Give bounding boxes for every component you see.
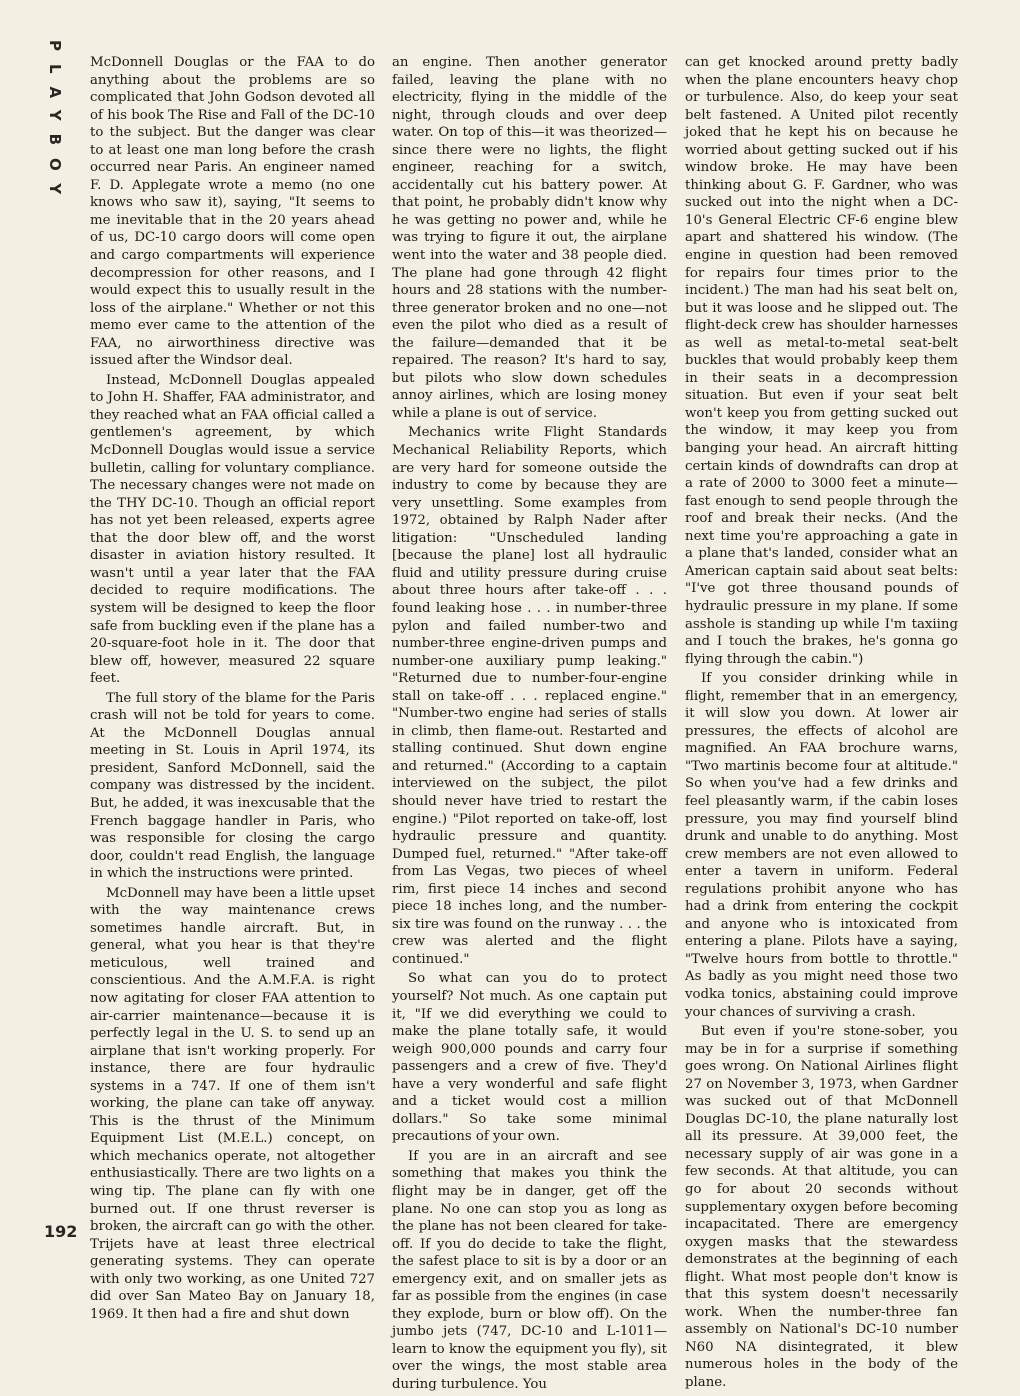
paragraph: Instead, McDonnell Douglas appealed to John H. Shaffer, FAA administrator, and they reached what an FAA official called a gentlemen's agreement, by which McDonnell Douglas would issue a service bulletin, calling for voluntary compliance. The necessary changes were not made on the THY DC-10. Though an official report has not yet been released, experts agree that the door blew off, and the worst disaster in aviation history resulted. It wasn't until a year later that the FAA decided to require modifications. The system will be designed to keep the floor safe from buckling even if the plane has a 20-square-foot hole in it. The door that blew off, however, measured 22 square feet. (90, 372, 375, 687)
paragraph: So what can you do to protect yourself? Not much. As one captain put it, "If we did everything we could to make the plane totally safe, it would weigh 900,000 pounds and carry four passengers and a crew of five. They'd have a very wonderful and safe flight and a ticket would cost a million dollars." So take some minimal precautions of your own. (392, 971, 667, 1145)
paragraph: McDonnell may have been a little upset with the way maintenance crews sometimes handle aircraft. But, in general, what you hear is that they're meticulous, well trained and conscientious. And the A.M.F.A. is right now agitating for closer FAA attention to air-carrier maintenance—because it is perfectly legal in the U. S. to send up an airplane that isn't working properly. For instance, there are four hydraulic systems in a 747. If one of them isn't working, the plane can take off anyway. This is the thrust of the Minimum Equipment List (M.E.L.) concept, on which mechanics operate, not altogether enthusiastically. There are two lights on a wing tip. The plane can fly with one burned out. If one thrust reverser is broken, the aircraft can go with the other. Trijets have at least three electrical generating systems. They can operate with only two working, as one United 727 did over San Mateo Bay on January 18, 1969. It then had a fire and shut down (90, 885, 375, 1322)
paragraph: can get knocked around pretty badly when the plane encounters heavy chop or turbulence. Also, do keep your seat belt fastened. A United pilot recently joked that he kept his on because he worried about getting sucked out if his window broke. He may have been thinking about G. F. Gardner, who was sucked out into the night when a DC-10's General Electric CF-6 engine blew apart and shattered his window. (The engine in question had been removed for repairs four times prior to the incident.) The man had his seat belt on, but it was loose and he slipped out. The flight-deck crew has shoulder harnesses as well as metal-to-metal seat-belt buckles that would probably keep them in their seats in a decompression situation. But even if your seat belt won't keep you from getting sucked out the window, it may keep you from banging your head. An aircraft hitting certain kinds of downdrafts can drop at a rate of 2000 to 3000 feet a minute—fast enough to send people through the roof and break their necks. (And the next time you're approaching a gate in a plane that's landed, consider what an American captain said about seat belts: "I've got three thousand pounds of hydraulic pressure in my plane. If some asshole is standing up while I'm taxiing and I touch the brakes, he's gonna go flying through the cabin.") (685, 55, 958, 667)
magazine-name: PLAYBOY (46, 40, 64, 208)
paragraph: But even if you're stone-sober, you may be in for a surprise if something goes wrong. On National Airlines flight 27 on November 3, 1973, when Gardner was sucked out of that McDonnell Douglas DC-10, the plane naturally lost all its pressure. At 39,000 feet, the necessary supply of air was gone in a few seconds. At that altitude, you can go for about 20 seconds without supplementary oxygen before becoming incapacitated. There are emergency oxygen masks that the stewardess demonstrates at the beginning of each flight. What most people don't know is that this system doesn't necessarily work. When the number-three fan assembly on National's DC-10 number N60 NA disintegrated, it blew numerous holes in the body of the plane. (685, 1024, 958, 1391)
paragraph: McDonnell Douglas or the FAA to do anything about the problems are so complicated that John Godson devoted all of his book The Rise and Fall of the DC-10 to the subject. But the danger was clear to at least one man long before the crash occurred near Paris. An engineer named F. D. Applegate wrote a memo (no one knows who saw it), saying, "It seems to me inevitable that in the 20 years ahead of us, DC-10 cargo doors will come open and cargo compartments will experience decompression for other reasons, and I would expect this to usually result in the loss of the airplane." Whether or not this memo ever came to the attention of the FAA, no airworthiness directive was issued after the Windsor deal. (90, 55, 375, 369)
text-column-2 (392, 54, 667, 1396)
text-column-1 (90, 54, 375, 1325)
paragraph: If you are in an aircraft and see something that makes you think the flight may be in danger, get off the plane. No one can stop you as long as the plane has not been cleared for take-off. If you do decide to take the flight, the safest place to sit is by a door or an emergency exit, and on smaller jets as far as possible from the engines (in case they explode, burn or blow off). On the jumbo jets (747, DC-10 and L-1011—learn to know the equipment you fly), sit over the wings, the most stable area during turbulence. You (392, 1148, 667, 1393)
paragraph: an engine. Then another generator failed, leaving the plane with no electricity, flying in the middle of the night, through clouds and over deep water. On top of this—it was theorized—since there were no lights, the flight engineer, reaching for a switch, accidentally cut his battery power. At that point, he probably didn't know why he was getting no power and, while he was trying to figure it out, the airplane went into the water and 38 people died. The plane had gone through 42 flight hours and 28 stations with the number-three generator broken and no one—not even the pilot who died as a result of the failure—demanded that it be repaired. The reason? It's hard to say, but pilots who slow down schedules annoy airlines, which are losing money while a plane is out of service. (392, 55, 667, 421)
text-column-3 (685, 54, 958, 1394)
paragraph: Mechanics write Flight Standards Mechanical Reliability Reports, which are very hard for someone outside the industry to come by because they are very unsettling. Some examples from 1972, obtained by Ralph Nader after litigation: "Unscheduled landing [because the plane] lost all hydraulic fluid and utility pressure during cruise about three hours after take-off . . . found leaking hose . . . in number-three pylon and failed number-two and number-three engine-driven pumps and number-one auxiliary pump leaking." "Returned due to number-four-engine stall on take-off . . . replaced engine." "Number-two engine had series of stalls in climb, then flame-out. Restarted and stalling continued. Shut down engine and returned." (According to a captain interviewed on the subject, the pilot should never have tried to restart the engine.) "Pilot reported on take-off, lost hydraulic pressure and quantity. Dumped fuel, returned." "After take-off from Las Vegas, two pieces of wheel rim, first piece 14 inches and second piece 18 inches long, and the number-six tire was found on the runway . . . the crew was alerted and the flight continued." (392, 425, 667, 967)
paragraph: The full story of the blame for the Paris crash will not be told for years to come. At the McDonnell Douglas annual meeting in St. Louis in April 1974, its president, Sanford McDonnell, said the company was distressed by the incident. But, he added, it was inexcusable that the French baggage handler in Paris, who was responsible for closing the cargo door, couldn't read English, the language in which the instructions were printed. (90, 690, 375, 882)
page-number: 192 (44, 1222, 78, 1241)
paragraph: If you consider drinking while in flight, remember that in an emergency, it will slow you down. At lower air pressures, the effects of alcohol are magnified. An FAA brochure warns, "Two martinis become four at altitude." So when you've had a few drinks and feel pleasantly warm, if the cabin loses pressure, you may find yourself blind drunk and unable to do anything. Most crew members are not even allowed to enter a tavern in uniform. Federal regulations prohibit anyone who has had a drink from entering the cockpit and anyone who is intoxicated from entering a plane. Pilots have a saying, "Twelve hours from bottle to throttle." As badly as you might need those two vodka tonics, abstaining could improve your chances of surviving a crash. (685, 671, 958, 1020)
